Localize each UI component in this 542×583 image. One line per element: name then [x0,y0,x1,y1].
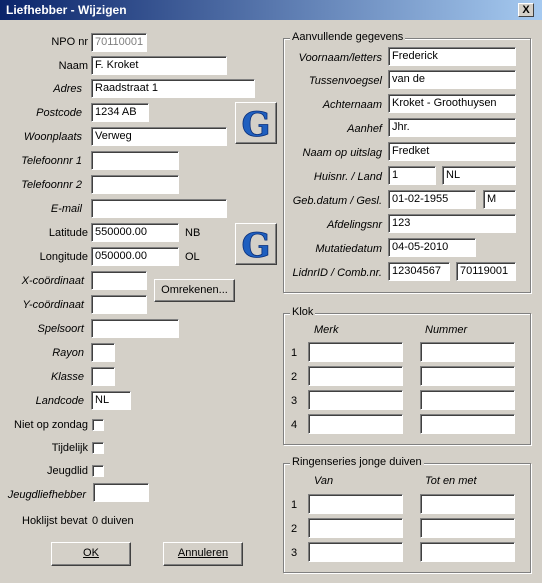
klok-nummer-header: Nummer [425,324,468,336]
klok-merk-header: Merk [314,324,339,336]
google-g-letter: G [241,105,271,143]
klok-row-number: 2 [291,371,298,383]
ringen-tot-en-met-header: Tot en met [425,475,477,487]
omrekenen-button[interactable]: Omrekenen... [154,279,235,302]
klok-nummer-field[interactable] [420,342,515,362]
longitude-field[interactable]: 050000.00 [91,247,179,266]
annuleren-button-label: Annuleren [177,547,229,559]
ringenseries-title: Ringenseries jonge duiven [292,456,422,468]
google-g-icon [236,224,276,264]
jeugdlid-label: Jeugdlid [47,465,88,477]
jeugdlid-checkbox[interactable] [92,465,104,477]
tel2-label: Telefoonnr 2 [21,179,82,191]
lidnr-field[interactable]: 12304567 [388,262,450,281]
landcode-label: Landcode [35,395,84,407]
ringen-van-field[interactable] [308,494,403,514]
huisnr-field[interactable]: 1 [388,166,436,185]
google-g-letter: G [241,226,271,264]
adres-label: Adres [53,83,82,95]
landcode-field[interactable]: NL [91,391,131,410]
aanhef-label: Aanhef [347,123,382,135]
lidnr-combnr-label: LidnrID / Comb.nr. [292,267,382,279]
achternaam-field[interactable]: Kroket - Groothuysen [388,94,516,113]
klok-title: Klok [292,306,314,318]
combnr-field[interactable]: 70119001 [456,262,516,281]
ok-button[interactable] [51,542,131,566]
tel1-label: Telefoonnr 1 [21,155,82,167]
huisnr-land-label: Huisnr. / Land [313,171,382,183]
aanvullende-gegevens-title: Aanvullende gegevens [292,31,404,43]
email-label: E-mail [50,203,82,215]
ringen-row-number: 1 [291,499,298,511]
window-title: Liefhebber - Wijzigen [6,3,127,17]
latitude-field[interactable]: 550000.00 [91,223,179,242]
rayon-label: Rayon [52,347,84,359]
y-coordinate-label: Y-coördinaat [22,299,84,311]
klok-merk-field[interactable] [308,366,403,386]
rayon-field[interactable] [91,343,115,362]
postcode-field[interactable]: 1234 AB [91,103,149,122]
naam-field[interactable]: F. Kroket [91,56,227,75]
geslacht-field[interactable]: M [483,190,516,209]
niet-op-zondag-label: Niet op zondag [14,419,88,431]
mutatiedatum-label: Mutatiedatum [315,243,382,255]
longitude-label: Longitude [39,251,88,263]
tel2-field[interactable] [91,175,179,194]
ringen-van-field[interactable] [308,542,403,562]
afdelingsnr-field[interactable]: 123 [388,214,516,233]
woonplaats-field[interactable]: Verweg [91,127,227,146]
geboortedatum-geslacht-label: Geb.datum / Gesl. [292,195,382,207]
spelsoort-field[interactable] [91,319,179,338]
x-coordinate-field[interactable] [91,271,147,290]
geboortedatum-field[interactable]: 01-02-1955 [388,190,476,209]
klok-row-number: 1 [291,347,298,359]
jeugdliefhebber-field[interactable] [93,483,149,502]
naam-label: Naam [58,60,88,72]
tijdelijk-label: Tijdelijk [51,442,88,454]
ringen-van-field[interactable] [308,518,403,538]
latitude-label: Latitude [48,227,88,239]
email-field[interactable] [91,199,227,218]
naam-op-uitslag-label: Naam op uitslag [302,147,382,159]
ringen-van-header: Van [314,475,334,487]
tijdelijk-checkbox[interactable] [92,442,104,454]
klok-merk-field[interactable] [308,342,403,362]
ringen-tot-field[interactable] [420,494,515,514]
niet-op-zondag-checkbox[interactable] [92,419,104,431]
google-g-icon [236,103,276,143]
postcode-label: Postcode [36,107,82,119]
longitude-unit: OL [185,251,200,263]
latitude-unit: NB [185,227,201,239]
klok-merk-field[interactable] [308,390,403,410]
klok-nummer-field[interactable] [420,414,515,434]
voornaam-field[interactable]: Frederick [388,47,516,66]
tussenvoegsel-field[interactable]: van de [388,70,516,89]
ok-button-label: OK [83,547,99,559]
woonplaats-label: Woonplaats [23,131,82,143]
klok-nummer-field[interactable] [420,390,515,410]
npo-label: NPO nr [51,36,88,48]
tel1-field[interactable] [91,151,179,170]
spelsoort-label: Spelsoort [37,323,84,335]
klasse-field[interactable] [91,367,115,386]
klok-row-number: 4 [291,419,298,431]
ringen-tot-field[interactable] [420,542,515,562]
klok-nummer-field[interactable] [420,366,515,386]
google-maps-address-button[interactable] [235,102,277,144]
annuleren-button[interactable] [163,542,243,566]
klasse-label: Klasse [50,371,84,383]
klok-row-number: 3 [291,395,298,407]
voornaam-label: Voornaam/letters [298,52,382,64]
adres-field[interactable]: Raadstraat 1 [91,79,255,98]
hoklijst-text: Hoklijst bevat [22,515,88,527]
x-coordinate-label: X-coördinaat [21,275,84,287]
land-field[interactable]: NL [442,166,516,185]
afdelingsnr-label: Afdelingsnr [326,219,382,231]
hoklijst-count: 0 duiven [92,515,134,527]
npo-field[interactable]: 70110001 [91,33,147,52]
google-maps-coordinates-button[interactable] [235,223,277,265]
aanhef-field[interactable]: Jhr. [388,118,516,137]
ringen-tot-field[interactable] [420,518,515,538]
achternaam-label: Achternaam [322,99,382,111]
jeugdliefhebber-label: Jeugdliefhebber [7,489,86,501]
naam-op-uitslag-field[interactable]: Fredket [388,142,516,161]
mutatiedatum-field[interactable]: 04-05-2010 [388,238,476,257]
y-coordinate-field[interactable] [91,295,147,314]
ringen-row-number: 3 [291,547,298,559]
ringen-row-number: 2 [291,523,298,535]
klok-merk-field[interactable] [308,414,403,434]
close-button[interactable]: X [518,3,534,17]
tussenvoegsel-label: Tussenvoegsel [308,75,382,87]
